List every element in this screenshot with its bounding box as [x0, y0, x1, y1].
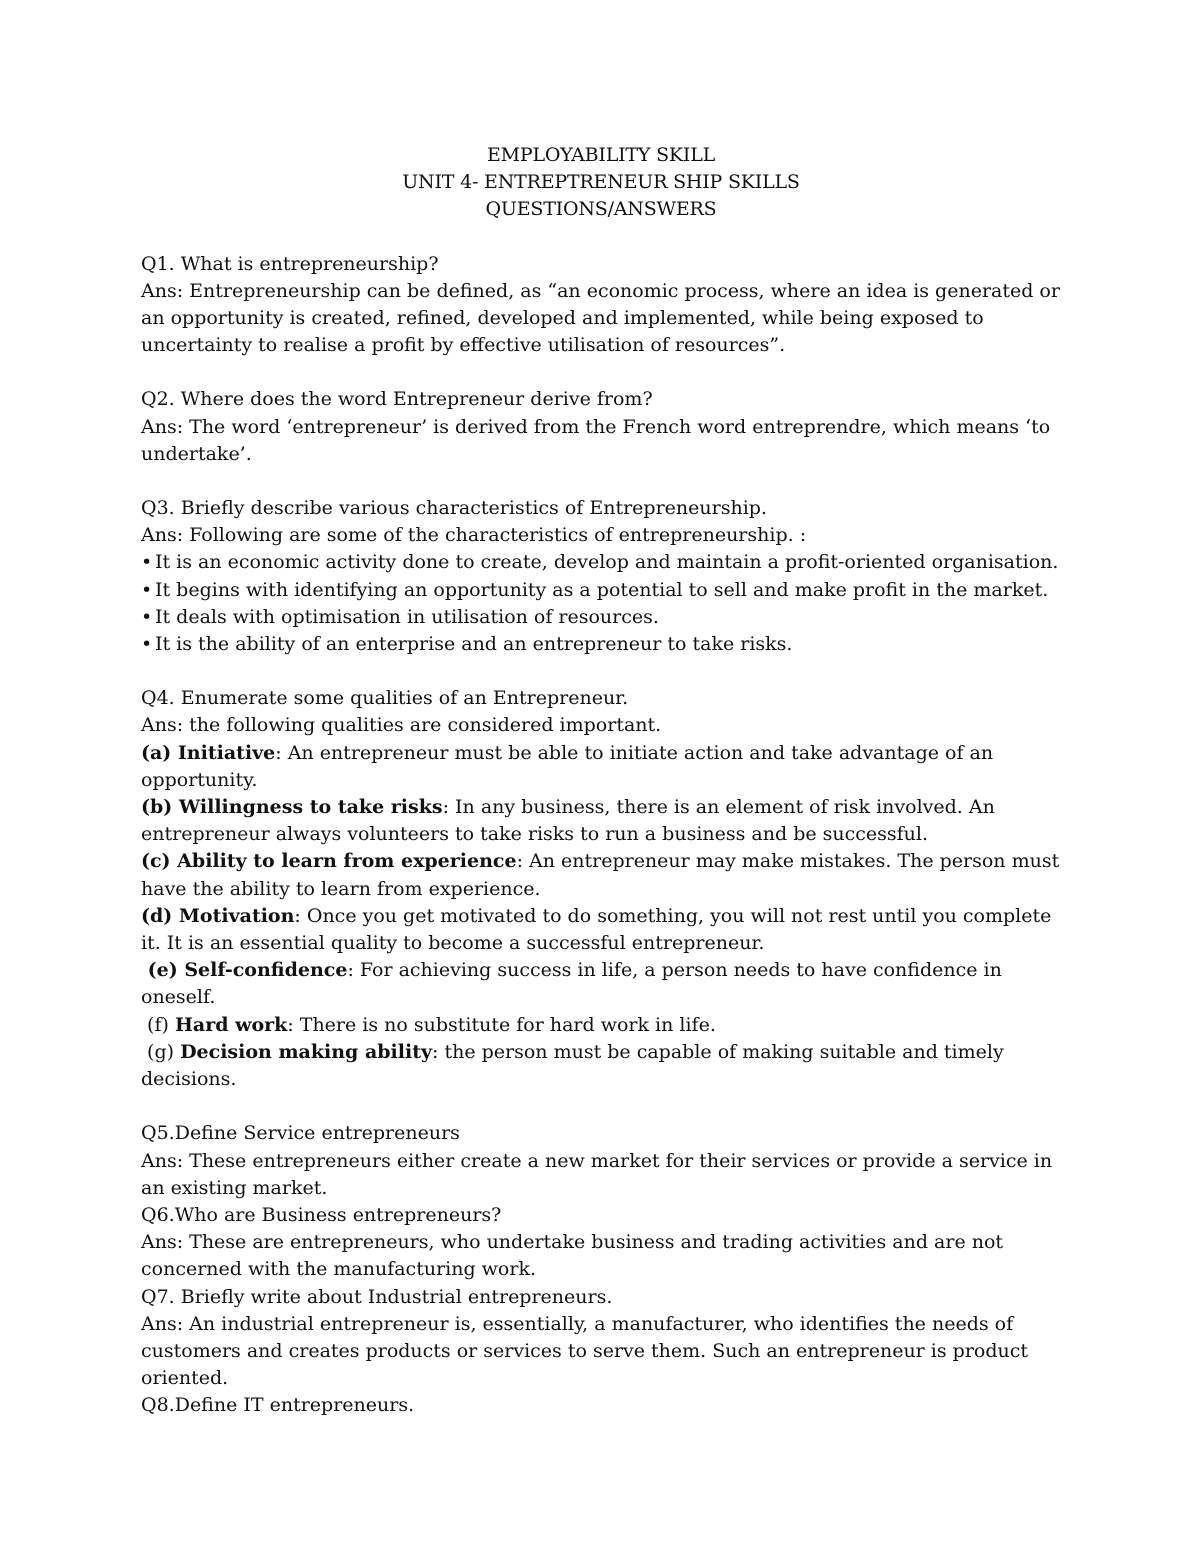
quality-item: (d) Motivation: Once you get motivated to do something, you will not rest until you complete it. It is an essential quality to become a successful entrepreneur. [141, 904, 1052, 955]
quality-term: Ability to learn from experience [177, 850, 517, 873]
bullet-icon: • [141, 578, 153, 601]
document-subtitle: QUESTIONS/ANSWERS [485, 198, 717, 221]
list-item: • It deals with optimisation in utilisation of resources. [141, 604, 1071, 631]
answer-4-intro: Ans: the following qualities are considered important. [141, 714, 662, 737]
answer-3-intro: Ans: Following are some of the characteristics of entrepreneurship. : [141, 524, 807, 547]
quality-item: (e) Self-confidence: For achieving success in life, a person needs to have confidence in oneself. [141, 959, 1002, 1009]
quality-term: Hard work [174, 1013, 288, 1036]
qa-block-6 [141, 1202, 1071, 1284]
answer-1: Ans: Entrepreneurship can be defined, as “an economic process, where an idea is generated or an opportunity is created, refined, developed and implemented, while being exposed to uncertainty to realise a profit by effective utilisation of resources”. [141, 279, 1060, 357]
qa-block-3 [141, 495, 1071, 658]
document-title: EMPLOYABILITY SKILL [486, 144, 716, 166]
qa-block-4 [141, 685, 1071, 1093]
qa-block-2 [141, 386, 1071, 468]
quality-term: Decision making ability [180, 1040, 433, 1063]
list-item: • It is the ability of an enterprise and an entrepreneur to take risks. [141, 631, 1071, 658]
question-6: Q6.Who are Business entrepreneurs? [141, 1203, 502, 1226]
qa-block-8 [141, 1392, 1071, 1419]
quality-item: (a) Initiative: An entrepreneur must be able to initiate action and take advantage of an opportunity. [141, 741, 994, 791]
answer-2: Ans: The word ‘entrepreneur’ is derived from the French word entreprendre, which means ‘to undertake’. [141, 415, 1051, 465]
question-2: Q2. Where does the word Entrepreneur derive from? [141, 388, 653, 411]
document-body [141, 142, 1071, 1420]
list-item: • It begins with identifying an opportunity as a potential to sell and make profit in the market. [141, 577, 1071, 604]
bullet-icon: • [141, 605, 153, 628]
quality-term: Initiative [177, 741, 276, 764]
quality-item: (f) Hard work: There is no substitute for hard work in life. [141, 1013, 716, 1036]
bullet-icon: • [141, 633, 153, 656]
quality-item: (c) Ability to learn from experience: An entrepreneur may make mistakes. The person must have the ability to learn from experience. [141, 850, 1060, 900]
unit-title: UNIT 4- ENTREPTRENEUR SHIP SKILLS [402, 171, 800, 194]
question-5: Q5.Define Service entrepreneurs [141, 1122, 460, 1145]
quality-item: (b) Willingness to take risks: In any business, there is an element of risk involved. An entrepreneur always volunteers to take risks to run a business and be successful. [141, 796, 995, 846]
quality-term: Motivation [178, 904, 295, 927]
qa-block-1 [141, 251, 1071, 360]
qa-block-5 [141, 1120, 1071, 1202]
question-8: Q8.Define IT entrepreneurs. [141, 1394, 415, 1417]
question-7: Q7. Briefly write about Industrial entrepreneurs. [141, 1285, 613, 1308]
title-block [141, 142, 1061, 224]
list-item: • It is an economic activity done to create, develop and maintain a profit-oriented organisation. [141, 549, 1071, 576]
qa-block-7 [141, 1284, 1071, 1393]
question-1: Q1. What is entrepreneurship? [141, 252, 439, 275]
question-4: Q4. Enumerate some qualities of an Entrepreneur. [141, 687, 629, 710]
answer-7: Ans: An industrial entrepreneur is, essentially, a manufacturer, who identifies the needs of customers and creates products or services to serve them. Such an entrepreneur is product oriented. [141, 1312, 1029, 1390]
quality-term: Self-confidence [184, 959, 348, 982]
answer-5: Ans: These entrepreneurs either create a new market for their services or provide a service in an existing market. [141, 1149, 1053, 1199]
answer-6: Ans: These are entrepreneurs, who undertake business and trading activities and are not concerned with the manufacturing work. [141, 1231, 1004, 1281]
question-3: Q3. Briefly describe various characteristics of Entrepreneurship. [141, 497, 767, 520]
bullet-icon: • [141, 551, 153, 574]
quality-term: Willingness to take risks [178, 796, 443, 819]
quality-item: (g) Decision making ability: the person must be capable of making suitable and timely decisions. [141, 1040, 1004, 1091]
